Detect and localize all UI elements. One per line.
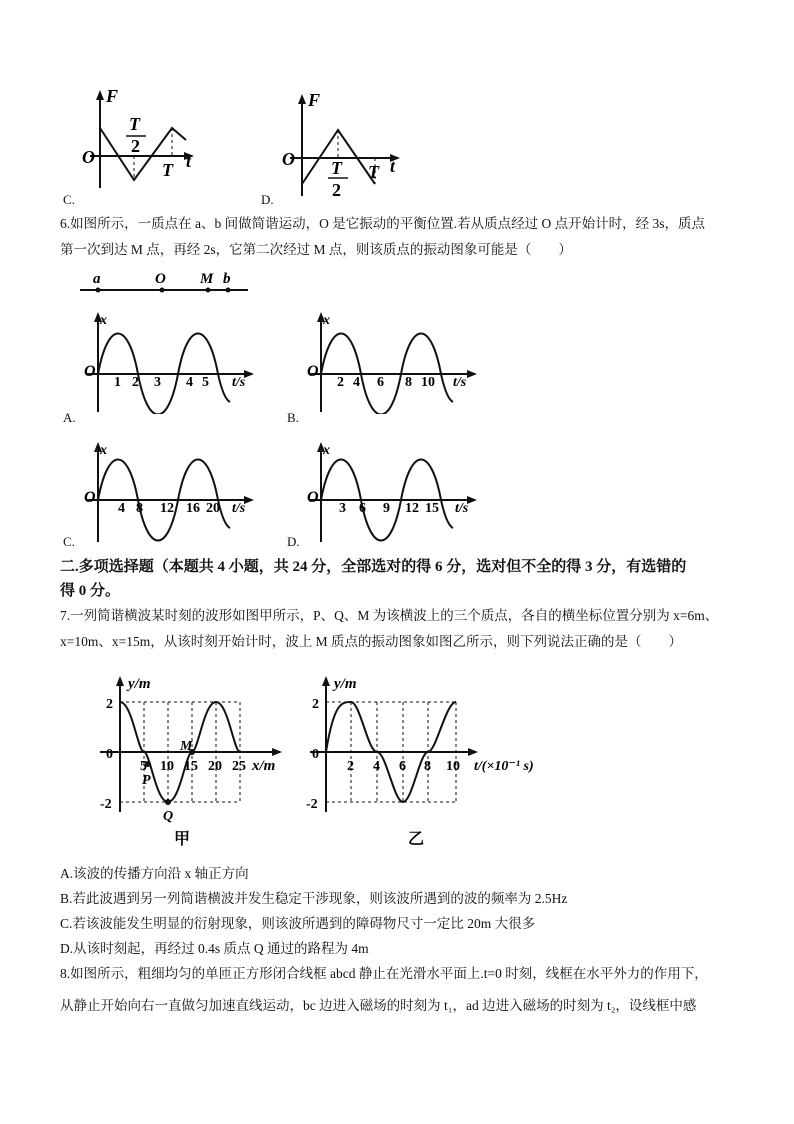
q6-stem-line-2: 第一次到达 M 点，再经 2s，它第二次经过 M 点，则该质点的振动图象可能是（ ） bbox=[60, 242, 572, 257]
tick-label: 20 bbox=[206, 501, 220, 516]
tick-label: 15 bbox=[425, 501, 439, 516]
x-tick-label: 5 bbox=[140, 759, 147, 774]
tick-label: 6 bbox=[377, 375, 384, 390]
q7-option-d[interactable]: D.从该时刻起，再经过 0.4s 质点 Q 通过的路程为 4m bbox=[60, 941, 369, 956]
tick-label: 4 bbox=[118, 501, 125, 516]
half-period-numerator: T bbox=[129, 114, 140, 134]
x-tick-label: 2 bbox=[347, 759, 354, 774]
tick-label: 8 bbox=[136, 501, 143, 516]
tick-label: 4 bbox=[353, 375, 360, 390]
q7-stem-line-1: 7.一列简谐横波某时刻的波形如图甲所示，P、Q、M 为该横波上的三个质点，各自的横坐标位置分别为 x=6m、 bbox=[60, 608, 719, 623]
t-axis-label: t/s bbox=[455, 501, 469, 516]
q5-option-c-label[interactable]: C. bbox=[63, 192, 75, 207]
tick-label: 16 bbox=[186, 501, 200, 516]
tick-label: 3 bbox=[339, 501, 346, 516]
y-tick-label: 0 bbox=[106, 747, 113, 762]
period-label: T bbox=[162, 160, 173, 180]
x-tick-label: 6 bbox=[399, 759, 406, 774]
y-tick-label: 0 bbox=[312, 747, 319, 762]
y-axis-label: y/m bbox=[334, 676, 357, 692]
y-axis-label: y/m bbox=[128, 676, 151, 692]
q6-option-d-label[interactable]: D. bbox=[287, 534, 300, 549]
q7-wave-figure-jia bbox=[80, 672, 290, 852]
tick-label: 2 bbox=[337, 375, 344, 390]
tick-label: 8 bbox=[405, 375, 412, 390]
y-tick-label: -2 bbox=[100, 797, 112, 812]
origin-label: O bbox=[282, 149, 295, 169]
tick-label: 6 bbox=[359, 501, 366, 516]
y-axis-label: x bbox=[100, 313, 107, 328]
t-axis-label: t/s bbox=[232, 375, 246, 390]
t-axis-label: t/s bbox=[453, 375, 467, 390]
x-axis-label: t/(×10⁻¹ s) bbox=[474, 759, 534, 774]
q6-option-a-label[interactable]: A. bbox=[63, 410, 76, 425]
half-period-denominator: 2 bbox=[131, 136, 140, 156]
q7-option-a[interactable]: A.该波的传播方向沿 x 轴正方向 bbox=[60, 866, 249, 881]
x-tick-label: 4 bbox=[373, 759, 380, 774]
tick-label: 3 bbox=[154, 375, 161, 390]
x-axis-label: x/m bbox=[252, 758, 276, 774]
figure-caption-yi: 乙 bbox=[408, 831, 425, 848]
q6-stem-line-1: 6.如图所示，一质点在 a、b 间做简谐运动，O 是它振动的平衡位置.若从质点经过 O 点开始计时，经 3s，质点 bbox=[60, 216, 705, 231]
q7-option-b[interactable]: B.若此波遇到另一列简谐横波并发生稳定干涉现象，则该波所遇到的波的频率为 2.5Hz bbox=[60, 891, 568, 906]
x-tick-label: 15 bbox=[184, 759, 198, 774]
point-m-label: M bbox=[200, 271, 214, 287]
tick-label: 4 bbox=[186, 375, 193, 390]
q7-stem-line-2: x=10m、x=15m，从该时刻开始计时，波上 M 质点的振动图象如图乙所示，则下列说法正确的是（ ） bbox=[60, 634, 682, 649]
y-tick-label: 2 bbox=[106, 697, 113, 712]
section-2-heading-line-1: 二.多项选择题（本题共 4 小题，共 24 分，全部选对的得 6 分，选对但不全的得 3 分，有选错的 bbox=[60, 559, 687, 575]
half-period-denominator: 2 bbox=[332, 180, 341, 200]
x-tick-label: 10 bbox=[446, 759, 460, 774]
origin-label: O bbox=[307, 363, 319, 380]
y-axis-label: x bbox=[100, 443, 107, 458]
q5-option-d-graph bbox=[280, 92, 410, 204]
q6-option-d-graph bbox=[305, 440, 485, 544]
y-axis-label: x bbox=[323, 443, 330, 458]
point-p-label: P bbox=[142, 773, 151, 788]
q6-option-b-label[interactable]: B. bbox=[287, 410, 299, 425]
t-axis-label: t/s bbox=[232, 501, 246, 516]
tick-label: 9 bbox=[383, 501, 390, 516]
point-a-label: a bbox=[93, 271, 101, 287]
x-tick-label: 8 bbox=[424, 759, 431, 774]
q6-option-c-graph bbox=[82, 440, 262, 544]
q7-option-c[interactable]: C.若该波能发生明显的衍射现象，则该波所遇到的障碍物尺寸一定比 20m 大很多 bbox=[60, 916, 536, 931]
q6-option-b-graph bbox=[305, 310, 485, 414]
tick-label: 2 bbox=[132, 375, 139, 390]
point-o-label: O bbox=[155, 271, 166, 287]
q6-option-a-graph bbox=[82, 310, 262, 414]
y-tick-label: -2 bbox=[306, 797, 318, 812]
q5-option-d-label[interactable]: D. bbox=[261, 192, 274, 207]
q8-stem-line-2: 从静止开始向右一直做匀加速直线运动，bc 边进入磁场的时刻为 t₁，ad 边进入磁场的时刻为 t₂，设线框中感 bbox=[60, 998, 697, 1013]
q8-stem-line-1: 8.如图所示，粗细均匀的单匝正方形闭合线框 abcd 静止在光滑水平面上.t=0 时刻，线框在水平外力的作用下， bbox=[60, 966, 708, 981]
tick-label: 1 bbox=[114, 375, 121, 390]
axis-f-label: F bbox=[106, 88, 119, 106]
axis-f-label: F bbox=[308, 92, 321, 110]
x-tick-label: 20 bbox=[208, 759, 222, 774]
figure-caption-jia: 甲 bbox=[174, 831, 191, 848]
origin-label: O bbox=[307, 489, 319, 506]
q6-ab-segment-figure bbox=[78, 268, 250, 296]
t-axis-label: t bbox=[390, 156, 396, 176]
q5-option-c-graph bbox=[80, 88, 200, 198]
tick-label: 5 bbox=[202, 375, 209, 390]
tick-label: 12 bbox=[160, 501, 174, 516]
origin-label: O bbox=[84, 363, 96, 380]
tick-label: 12 bbox=[405, 501, 419, 516]
x-tick-label: 25 bbox=[232, 759, 246, 774]
t-axis-label: t bbox=[186, 151, 192, 171]
point-q-label: Q bbox=[163, 809, 174, 824]
point-b-label: b bbox=[223, 271, 231, 287]
period-label: T bbox=[368, 162, 379, 182]
half-period-numerator: T bbox=[331, 158, 342, 178]
section-2-heading-line-2: 得 0 分。 bbox=[60, 583, 121, 599]
point-m-label: M bbox=[180, 739, 193, 754]
q6-option-c-label[interactable]: C. bbox=[63, 534, 75, 549]
y-axis-label: x bbox=[323, 313, 330, 328]
x-tick-label: 10 bbox=[160, 759, 174, 774]
q7-vibration-figure-yi bbox=[300, 672, 580, 852]
origin-label: O bbox=[82, 147, 95, 167]
origin-label: O bbox=[84, 489, 96, 506]
tick-label: 10 bbox=[421, 375, 435, 390]
y-tick-label: 2 bbox=[312, 697, 319, 712]
